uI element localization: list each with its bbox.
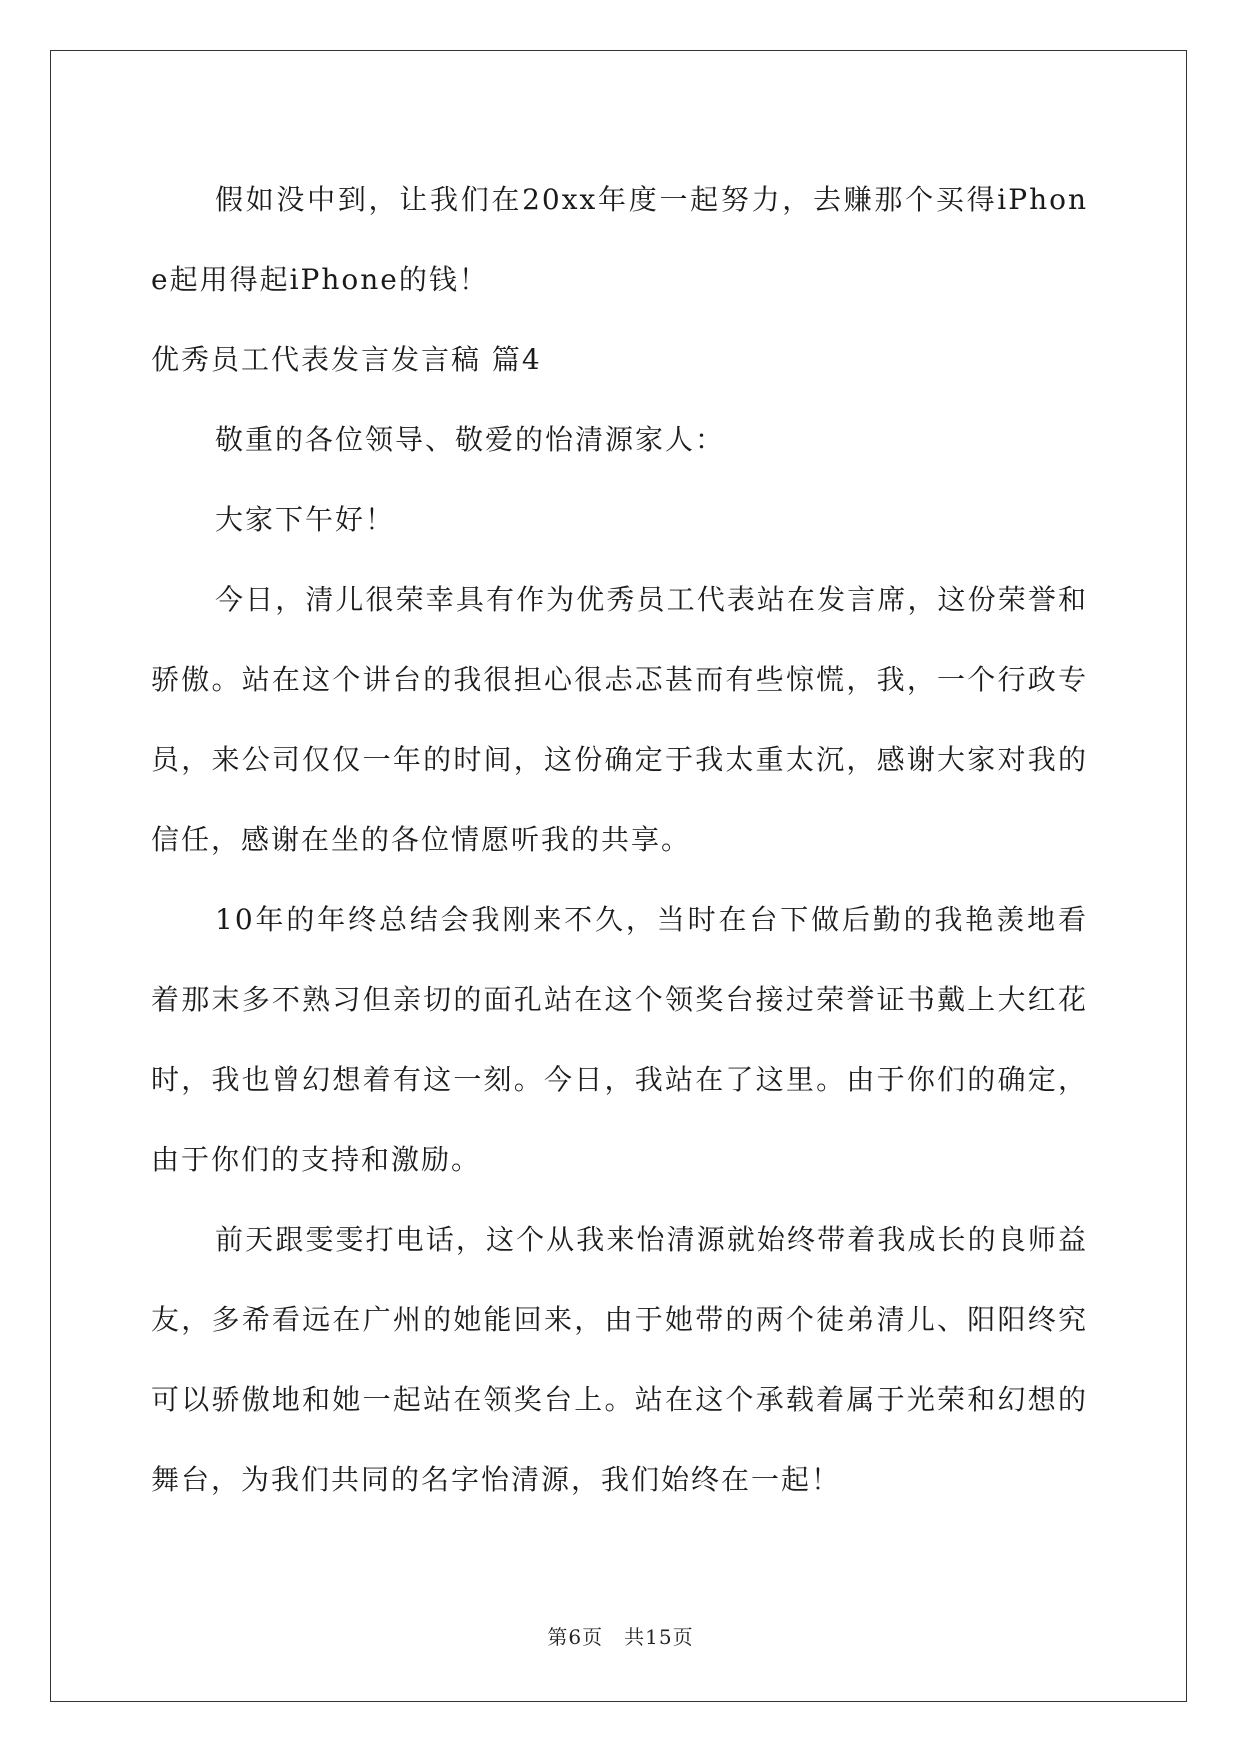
paragraph-body-1: 今日，清儿很荣幸具有作为优秀员工代表站在发言席，这份荣誉和骄傲。站在这个讲台的我很担心很忐忑甚而有些惊慌，我，一个行政专员，来公司仅仅一年的时间，这份确定于我太重太沉，感谢大家对我的信任，感谢在坐的各位情愿听我的共享。 — [151, 583, 1088, 856]
paragraph-closing-line: 假如没中到，让我们在20xx年度一起努力，去赚那个买得iPhone起用得起iPhone的钱！ — [151, 183, 1088, 296]
section-heading: 优秀员工代表发言发言稿 篇4 — [151, 343, 542, 376]
paragraph-salutation: 敬重的各位领导、敬爱的怡清源家人： — [215, 423, 726, 456]
paragraph-body-3: 前天跟雯雯打电话，这个从我来怡清源就始终带着我成长的良师益友，多希看远在广州的她能回来，由于她带的两个徒弟清儿、阳阳终究可以骄傲地和她一起站在领奖台上。站在这个承载着属于光荣和幻想的舞台，为我们共同的名字怡清源，我们始终在一起！ — [151, 1223, 1088, 1496]
paragraph-greeting: 大家下午好！ — [215, 503, 396, 536]
paragraph-body-2: 10年的年终总结会我刚来不久，当时在台下做后勤的我艳羡地看着那末多不熟习但亲切的面孔站在这个领奖台接过荣誉证书戴上大红花时，我也曾幻想着有这一刻。今日，我站在了这里。由于你们的确定，由于你们的支持和激励。 — [151, 903, 1088, 1176]
page-number-footer: 第6页 共15页 — [547, 1625, 694, 1649]
document-body — [151, 160, 1088, 1520]
